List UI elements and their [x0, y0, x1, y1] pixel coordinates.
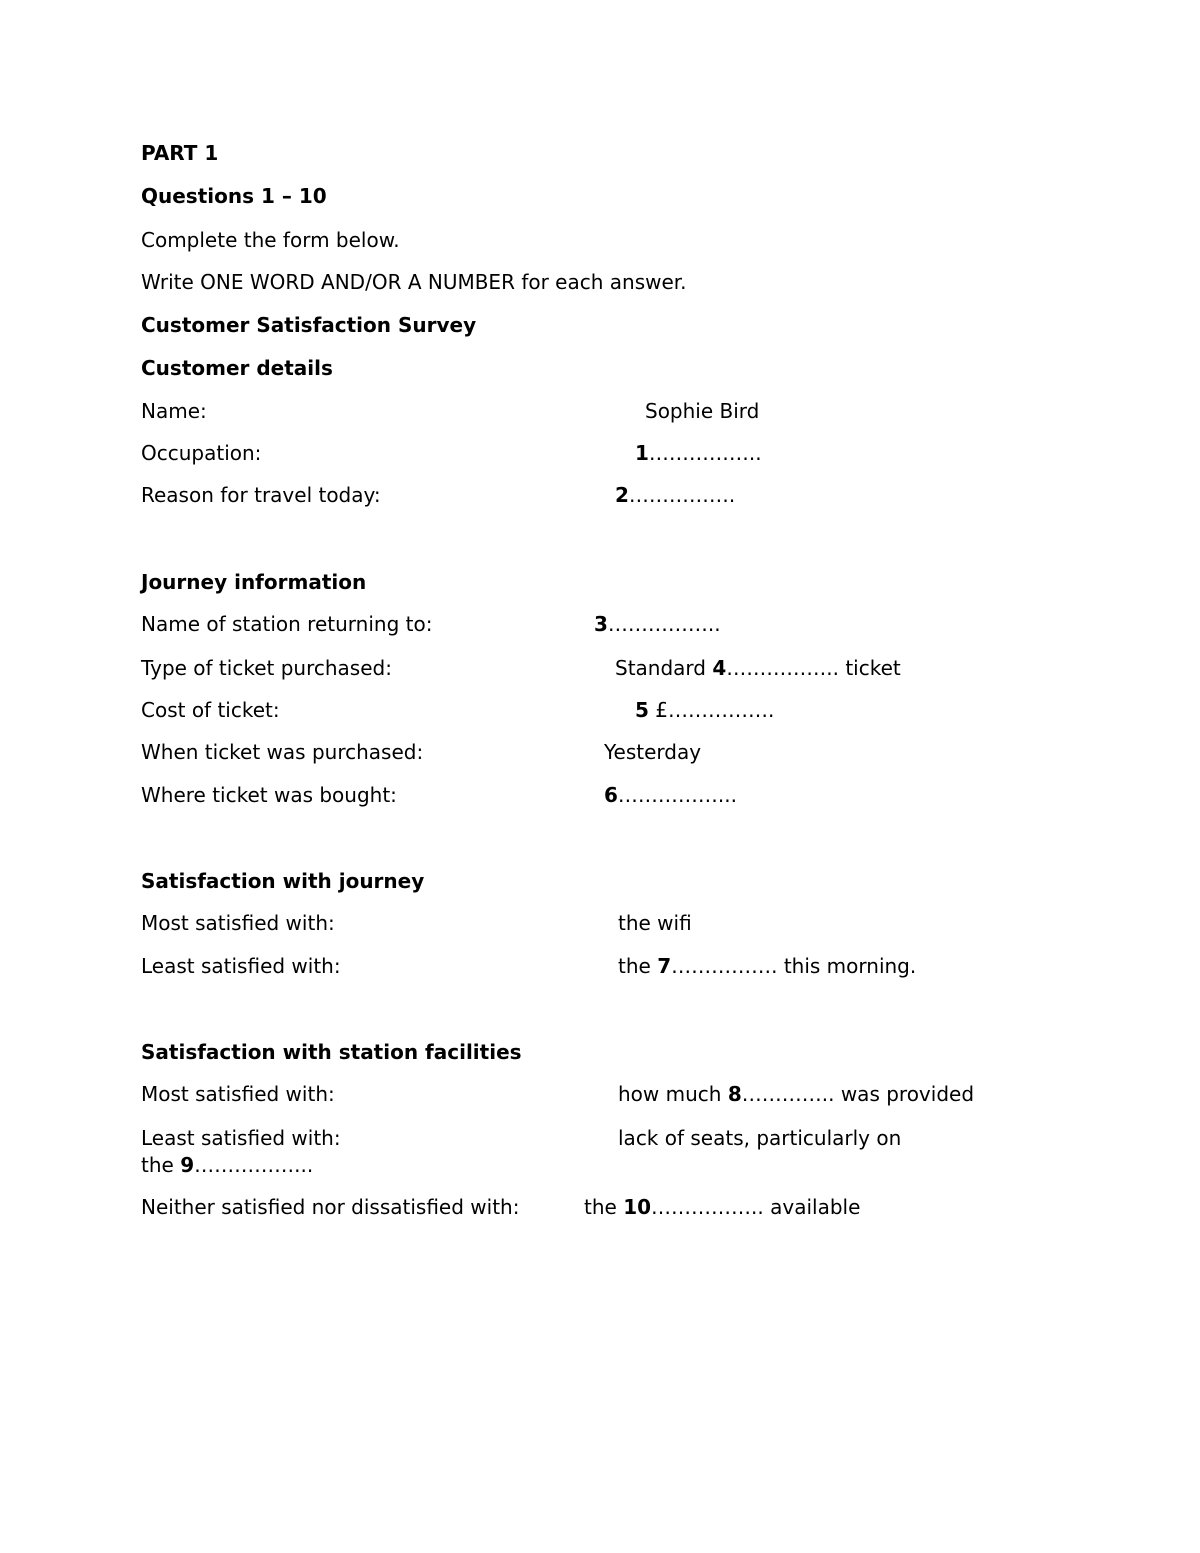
- question-number: 8: [727, 1082, 742, 1106]
- question-number: 3: [594, 612, 608, 636]
- question-number: 2: [615, 483, 629, 507]
- section-heading-journey-information: Journey information: [141, 570, 367, 594]
- question-number: 10: [623, 1195, 652, 1219]
- question-number: 7: [657, 954, 672, 978]
- answer-dots: ……………...: [617, 783, 737, 807]
- station-label: Name of station returning to:: [141, 612, 433, 636]
- section-heading-customer-details: Customer details: [141, 356, 333, 380]
- instruction-emphasis: ONE WORD AND/OR A NUMBER: [200, 270, 515, 294]
- name-label: Name:: [141, 399, 207, 423]
- answer-suffix: available: [763, 1195, 861, 1219]
- answer-dots: ……………..: [648, 441, 762, 465]
- form-title: Customer Satisfaction Survey: [141, 313, 477, 337]
- answer-suffix: was provided: [834, 1082, 975, 1106]
- when-purchased-value: Yesterday: [604, 740, 702, 764]
- answer-blank-7: [618, 953, 916, 979]
- instruction-complete-form: Complete the form below.: [141, 228, 400, 252]
- question-number: 6: [604, 783, 618, 807]
- journey-most-satisfied-label: Most satisfied with:: [141, 911, 335, 935]
- ticket-type-label: Type of ticket purchased:: [141, 656, 392, 680]
- instruction-post: for each answer.: [514, 270, 687, 294]
- answer-blank-3: [594, 611, 721, 637]
- questions-range: Questions 1 – 10: [141, 184, 327, 208]
- journey-most-satisfied-value: the wifi: [618, 911, 692, 935]
- answer-prefix: the: [618, 954, 658, 978]
- cost-label: Cost of ticket:: [141, 698, 280, 722]
- answer-blank-4: [615, 655, 901, 681]
- answer-blank-10: [584, 1194, 860, 1220]
- answer-suffix: ticket: [838, 656, 901, 680]
- answer-dots: £…………….: [648, 698, 775, 722]
- answer-dots: …………….: [628, 483, 736, 507]
- question-number: 9: [180, 1153, 195, 1177]
- answer-prefix: Standard: [615, 656, 713, 680]
- station-least-satisfied-label: Least satisfied with:: [141, 1126, 341, 1150]
- journey-least-satisfied-label: Least satisfied with:: [141, 954, 341, 978]
- part-heading: PART 1: [141, 141, 219, 165]
- neither-satisfied-label: Neither satisfied nor dissatisfied with:: [141, 1195, 520, 1219]
- answer-dots: ……………..: [726, 656, 839, 680]
- occupation-label: Occupation:: [141, 441, 262, 465]
- answer-dots: ……………..: [651, 1195, 764, 1219]
- answer-suffix: this morning.: [777, 954, 917, 978]
- question-number: 5: [635, 698, 649, 722]
- name-value: Sophie Bird: [645, 399, 760, 423]
- answer-prefix: how much: [618, 1082, 728, 1106]
- reason-label: Reason for travel today:: [141, 483, 381, 507]
- answer-blank-1: [635, 440, 762, 466]
- answer-dots: …………..: [741, 1082, 835, 1106]
- answer-blank-8: [618, 1081, 974, 1107]
- station-most-satisfied-label: Most satisfied with:: [141, 1082, 335, 1106]
- when-purchased-label: When ticket was purchased:: [141, 740, 424, 764]
- answer-dots: ……………..: [607, 612, 721, 636]
- question-number: 4: [712, 656, 727, 680]
- question-number: 1: [635, 441, 649, 465]
- answer-blank-2: [615, 482, 735, 508]
- instruction-word-limit: [141, 269, 687, 295]
- section-heading-satisfaction-station: Satisfaction with station facilities: [141, 1040, 522, 1064]
- answer-prefix: the: [141, 1153, 181, 1177]
- answer-prefix: the: [584, 1195, 624, 1219]
- answer-blank-9: [141, 1152, 313, 1178]
- answer-blank-6: [604, 782, 737, 808]
- answer-blank-5: [635, 697, 774, 723]
- where-bought-label: Where ticket was bought:: [141, 783, 397, 807]
- instruction-pre: Write: [141, 270, 201, 294]
- station-least-satisfied-value: lack of seats, particularly on: [618, 1126, 902, 1150]
- answer-dots: …………….: [671, 954, 778, 978]
- section-heading-satisfaction-journey: Satisfaction with journey: [141, 869, 425, 893]
- answer-dots: ……………...: [194, 1153, 314, 1177]
